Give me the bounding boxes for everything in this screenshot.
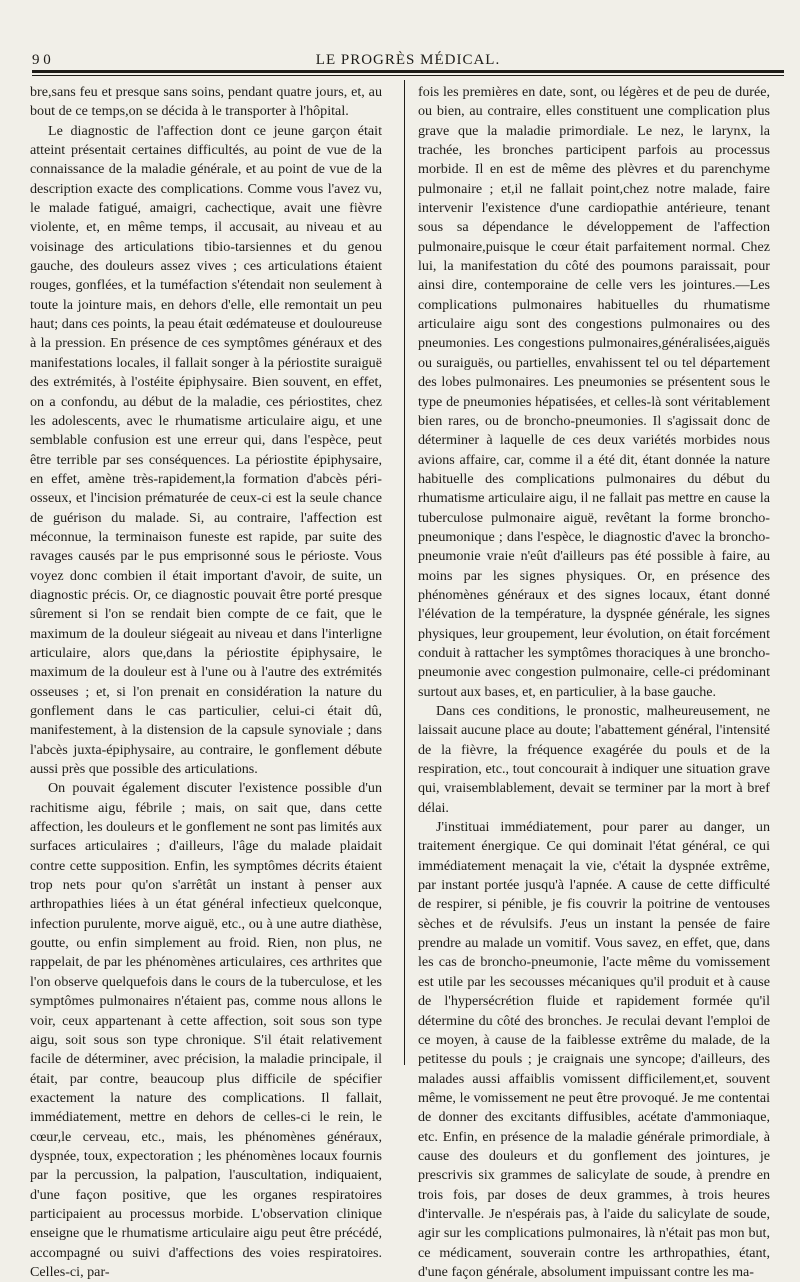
header-rule bbox=[32, 70, 784, 73]
paragraph: bre,sans feu et presque sans soins, pendant quatre jours, et, au bout de ce temps,on se décida à le transporter à l'hôpital. bbox=[30, 84, 382, 120]
right-column bbox=[418, 83, 770, 1280]
page-number: 9 0 bbox=[32, 52, 51, 68]
paragraph: On pouvait également discuter l'existence possible d'un rachitisme aigu, fébrile ; mais, on sait que, dans cette affection, les douleurs et le gonflement ne sont pas limités aux surfaces articulaires ; d'ailleurs, l'âge du malade plaidait contre cette supposition. Enfin, les symptômes décrits étaient trop nets pour qu'on s'arrêtât un instant à penser aux arthropathies liées à un état général infectieux quelconque, infection purulente, morve aiguë, etc., ou à une autre diathèse, goutte, ou enfin simplement au froid. Rien, non plus, ne rappelait, de par les phénomènes articulaires, ces arthrites que l'on observe quelquefois dans le cours de la tuberculose, et les symptômes pulmonaires n'étaient pas, comme nous allons le voir, ceux appartenant à cette affection, soit sous son type aigu, soit sous son type chronique. S'il était relativement facile de déterminer, avec précision, la maladie principale, il était, par contre, beaucoup plus difficile de spécifier exactement la nature des complications. Il fallait, immédiatement, mettre en dehors de celles-ci le rein, le cœur,le cerveau, etc., mais, les phénomènes généraux, dyspnée, toux, expectoration ; les phénomènes locaux fournis par la percussion, la palpation, l'auscultation, indiquaient, d'une façon positive, que les organes respiratoires participaient au processus morbide. L'observation clinique enseigne que le rhumatisme articulaire aigu peut être précédé, accompagné ou suivi d'affections des voies respiratoires. Celles-ci, par- bbox=[30, 780, 382, 1280]
paragraph: Dans ces conditions, le pronostic, malheureusement, ne laissait aucune place au doute; l'abattement général, l'intensité de la fièvre, la fréquence exagérée du pouls et de la respiration, etc., tout concourait à indiquer une situation grave qui, vraisemblablement, devait se terminer par la mort à bref délai. bbox=[418, 703, 770, 816]
column-divider bbox=[404, 80, 405, 1065]
header-rule-thin bbox=[32, 75, 784, 76]
paragraph: J'instituai immédiatement, pour parer au danger, un traitement énergique. Ce qui dominait l'état général, ce qui immédiatement menaçait la vie, c'était la dyspnée extrême, par instant portée jusqu'à l'apnée. A cause de cette difficulté de respirer, si pénible, je fis couvrir la poitrine de ventouses sèches et de révulsifs. J'eus un instant la pensée de faire prendre au malade un vomitif. Vous savez, en effet, que, dans les cas de broncho-pneumonie, l'acte même du vomissement est utile par les secousses mécaniques qu'il produit et à cause de l'hypersécrétion fluide et rapidement formée qu'il détermine du côté des bronches. Je reculai devant l'emploi de ce moyen, à cause de la faiblesse extrême du malade, de la petitesse du pouls ; je craignais une syncope; d'ailleurs, des malades aussi affaiblis vomissent difficilement,et, souvent même, le vomissement ne peut être provoqué. Je me contentai de donner des excitants diffusibles, acétate d'ammoniaque, etc. Enfin, en présence de la maladie générale primordiale, à cause des douleurs et du gonflement des jointures, je prescrivis six grammes de salicylate de soude, à prendre en trois fois, par doses de deux grammes, à trois heures d'intervalle. Je n'espérais pas, à l'aide du salicylate de soude, agir sur les complications pulmonaires, là n'était pas mon but, ce médicament, souverain contre les arthropathies, étant, d'une façon générale, absolument impuissant contre les ma- bbox=[418, 819, 770, 1280]
paragraph: Le diagnostic de l'affection dont ce jeune garçon était atteint présentait certaines difficultés, au point de vue de la connaissance de la maladie générale, et au point de vue de la description exacte des complications. Comme vous l'avez vu, le malade fatigué, amaigri, cachectique, avait une fièvre violente, et, en même temps, il accusait, au niveau et au voisinage des articulations tibio-tarsiennes et du genou gauche, des douleurs assez vives ; ces articulations étaient rouges, gonflées, et la tuméfaction s'étendait non seulement à toute la jointure mais, en dehors d'elle, elle remontait un peu haut; dans ces points, la peau était œdémateuse et douloureuse à la pression. En présence de ces symptômes généraux et des manifestations locales, il fallait songer à la périostite suraiguë des extrémités, à l'ostéite épiphysaire. Bien souvent, en effet, on a confondu, au début de la maladie, ces périostites, chez les adolescents, avec le rhumatisme articulaire aigu, et une semblable confusion est une erreur qui, dans l'espèce, peut être terrible par ses conséquences. La périostite épiphysaire, en effet, amène très-rapidement,la formation d'abcès péri-osseux, et l'incision prématurée de ceux-ci est la seule chance de guérison du malade. Si, au contraire, l'affection est méconnue, la terminaison funeste est rapide, par suite des ravages causés par le pus emprisonné sous le périoste. Vous voyez donc combien il était important d'avoir, de suite, un diagnostic précis. Or, ce diagnostic pouvait être porté presque sûrement si l'on se rendait bien compte de ce fait, que le maximum de la douleur siégeait au niveau et dans l'interligne articulaire, alors que,dans la périostite épiphysaire, le maximum de la douleur est à l'une ou à l'autre des extrémités osseuses ; et, si l'on prenait en considération la nature du gonflement dans le cas particulier, celui-ci était dû, manifestement, à la distension de la capsule synoviale ; dans l'abcès juxta-épiphysaire, au contraire, le gonflement débute aussi près que possible des articulations. bbox=[30, 122, 382, 778]
page-header bbox=[32, 50, 784, 72]
paragraph: fois les premières en date, sont, ou légères et de peu de durée, ou bien, au contraire, elles constituent une complication plus grave que la maladie primordiale. Le nez, le larynx, la trachée, les bronches participent parfois au processus morbide. Il en est de même des plèvres et du parenchyme pulmonaire ; et,il ne fallait point,chez notre malade, faire intervenir l'existence d'une cardiopathie antérieure, tenant sous sa dépendance le développement de l'affection pulmonaire,puisque le cœur était parfaitement normal. Chez lui, la manifestation du côté des poumons paraissait, pour ainsi dire, contemporaine de celle vers les jointures.—Les complications pulmonaires habituelles du rhumatisme articulaire aigu sont des congestions pulmonaires ou des pneumonies. Les congestions pulmonaires,généralisées,aiguës ou suraiguës, ou partielles, envahissent tel ou tel département des lobes pulmonaires. Les pneumonies se présentent sous le type de pneumonies hépatisées, et celles-là sont véritablement bien rares, ou de broncho-pneumonies. Il s'agissait donc de déterminer à laquelle de ces deux variétés morbides nous avions affaire, car, comme il a été dit, étant donnée la nature habituelle des complications pulmonaires du début du rhumatisme articulaire aigu, il ne fallait pas mettre en cause la tuberculose pulmonaire aiguë, revêtant la forme broncho-pneumonique ; dans l'espèce, le diagnostic d'avec la broncho-pneumonie vraie n'eût d'ailleurs pas été possible à faire, au moins par les signes physiques. Or, en présence des phénomènes généraux et des signes locaux, étant donné l'élévation de la température, la dyspnée générale, les signes physiques, leur groupement, leur évolution, on était forcément conduit à rattacher les symptômes thoraciques à une broncho-pneumonie avec congestion pulmonaire, celle-ci prédominant surtout aux bases, et, en particulier, à la base gauche. bbox=[418, 84, 770, 700]
journal-title: LE PROGRÈS MÉDICAL. bbox=[315, 52, 501, 68]
left-column bbox=[30, 83, 382, 1280]
